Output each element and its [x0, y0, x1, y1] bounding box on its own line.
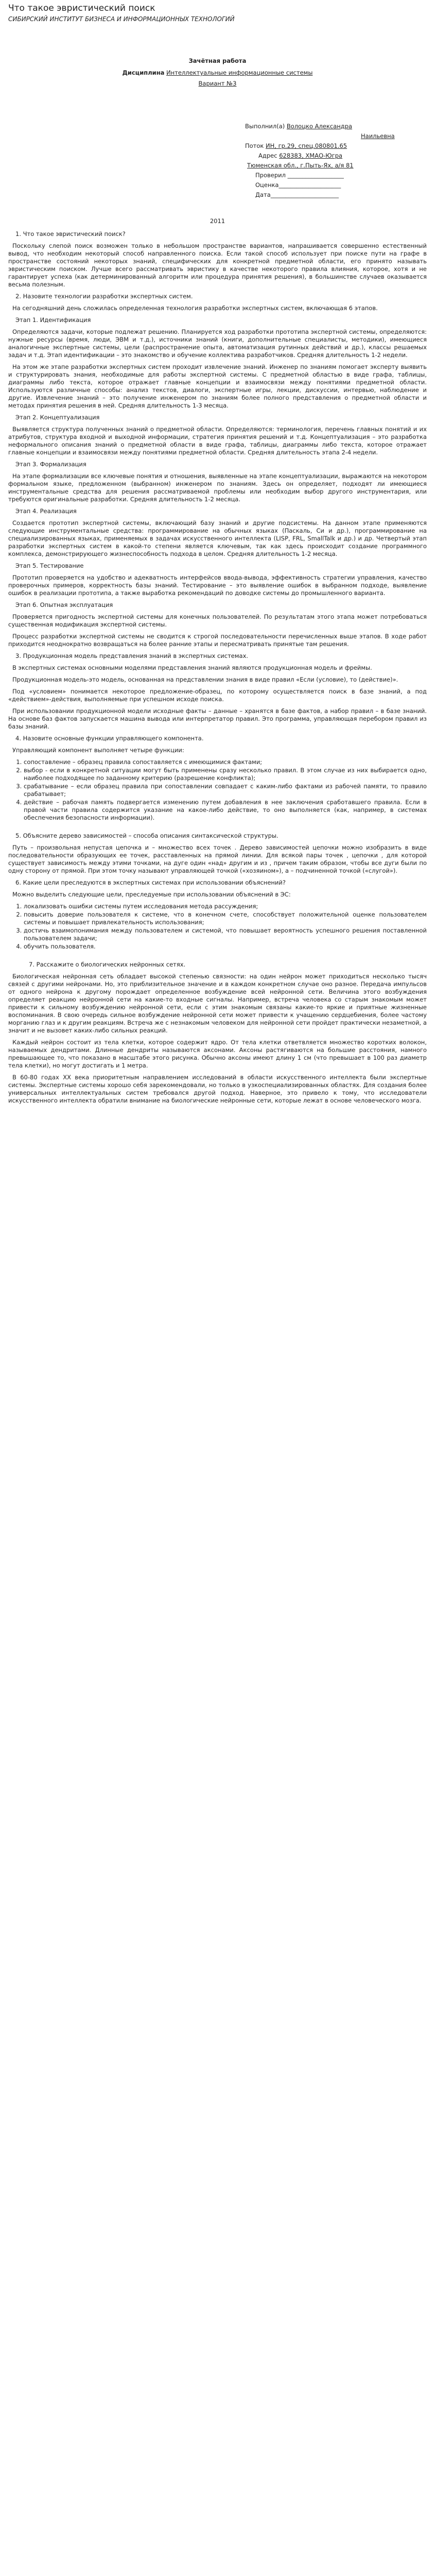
question-2-text: На сегодняшний день сложилась определенная технология разработки экспертных систем, включающая 6 этапов.	[12, 304, 378, 312]
list-item: 4. действие – рабочая память подвергается изменению путем добавления в нее заключения сработавшего правила. Если в правой части правила содержится указание на какое-либо действие, то оно выполняется (как, например, в системах обеспечения безопасности информации).	[24, 799, 427, 822]
stage-6-heading: Этап 6. Опытная эксплуатация	[15, 601, 113, 608]
question-3-text-1: В экспертных системах основными моделями представления знаний являются продукционная модель и фреймы.	[12, 664, 372, 671]
year: 2011	[210, 217, 225, 225]
question-6-text: Можно выделить следующие цели, преследуемые при использовании объяснений в ЭС:	[12, 891, 291, 898]
address-label: Адрес	[258, 152, 277, 159]
question-2: 2. Назовите технологии разработки экспертных систем.	[15, 293, 193, 300]
address-value: 628383, ХМАО-Югра	[279, 152, 343, 159]
stage-1-heading: Этап 1. Идентификация	[15, 316, 91, 324]
question-4-text: Управляющий компонент выполняет четыре функции:	[12, 747, 184, 754]
goals-list	[8, 903, 427, 951]
stream-line	[245, 142, 427, 150]
region-value: Тюменская обл., г.Пыть-Ях, а/я 81	[247, 162, 354, 169]
question-3: 3. Продукционная модель представления знаний в экспертных системах.	[15, 652, 249, 659]
checked-line: Проверил ___________________	[255, 172, 344, 179]
work-label: Зачётная работа	[188, 57, 247, 64]
list-item: 3. срабатывание – если образец правила при сопоставлении совпадает с каким-либо фактами из рабочей памяти, то правило срабатывает;	[24, 783, 427, 798]
stage-2-heading: Этап 2. Концептуализация	[15, 414, 100, 421]
page-subtitle: СИБИРСКИЙ ИНСТИТУТ БИЗНЕСА И ИНФОРМАЦИОННЫХ ТЕХНОЛОГИЙ	[8, 15, 235, 23]
performed-by-line	[245, 123, 427, 130]
question-7-text-3: В 60-80 годах XX века приоритетным направлением исследований в области искусственного интеллекта были экспертные системы. Экспертные системы хорошо себя зарекомендовали, но только в узкоспециализированных областях. Для создания более универсальных интеллектуальных систем требовался другой подход. Наверное, это привело к тому, что исследователи искусственного интеллекта обратили внимание на биологические нейронные сети, которые лежат в основе человеческого мозга.	[8, 1074, 427, 1104]
stage-4-text: Создается прототип экспертной системы, включающий базу знаний и другие подсистемы. На данном этапе применяются следующие инструментальные средства: программирование на обычных языках (Паскаль, Си и др.), программирование на специализированных языках, применяемых в задачах искусственного интеллекта (LISP, FRL, SmallTalk и др.) и др. Четвертый этап разработки экспертных систем в какой-то степени является ключевым, так как здесь происходит создание программного комплекса, демонстрирующего жизнеспособность подхода в целом. Средняя длительность 1-2 месяца.	[8, 519, 427, 557]
discipline-label: Дисциплина	[122, 69, 165, 76]
list-item: 3. достичь взаимопонимания между пользователем и системой, что повышает вероятность успешного решения поставленной пользователем задачи;	[24, 927, 427, 942]
region-line	[247, 162, 427, 170]
author-surname: Волоцко Александра	[286, 123, 353, 130]
stage-5-heading: Этап 5. Тестирование	[15, 562, 84, 569]
grade-line: Оценка_____________________	[255, 181, 341, 189]
list-item: 1. локализовать ошибки системы путем исследования метода рассуждения;	[24, 903, 427, 910]
stream-value: ИН, гр.29, спец.080801.65	[266, 142, 347, 149]
stage-6-text-2: Процесс разработки экспертной системы не сводится к строгой последовательности перечисленных выше этапов. В ходе работ приходится неоднократно возвращаться на более ранние этапы и пересматривать принятые там решения.	[8, 633, 427, 648]
question-1-text: Поскольку слепой поиск возможен только в небольшом пространстве вариантов, напрашивается совершенно естественный вывод, что необходим некоторый способ направленного поиска. Если такой способ использует при поиске пути на графе в пространстве состояний некоторых знаний, специфических для конкретной предметной области, его принято называть эвристическим поиском. Лучше всего рассматривать эвристику в качестве некоторого правила влияния, которое, хотя и не гарантирует успеха (как детерминированный алгоритм или процедура принятия решения), в большинстве случаев оказывается весьма полезным.	[8, 242, 427, 288]
variant-line	[8, 80, 427, 88]
address-line	[258, 152, 427, 160]
stream-label: Поток	[245, 142, 264, 149]
document-page	[0, 0, 436, 1105]
question-1: 1. Что такое эвристический поиск?	[15, 230, 126, 238]
question-7: 7. Расскажите о биологических нейронных сетях.	[29, 961, 186, 968]
variant-value: Вариант №3	[198, 80, 237, 87]
question-3-text-2: Продукционная модель-это модель, основанная на представлении знания в виде правил «Если (условие), то (действие)».	[12, 676, 398, 683]
page-title: Что такое эвристический поиск	[8, 3, 155, 13]
stage-3-heading: Этап 3. Формализация	[15, 461, 86, 468]
stage-1-text: Определяются задачи, которые подлежат решению. Планируется ход разработки прототипа экспертной системы, определяются: нужные ресурсы (время, люди, ЭВМ и т.д.), источники знаний (книги, дополнительные специалисты, методики), имеющиеся аналогичные экспертные системы, цели (распространение опыта, автоматизация рутинных действий и др.), классы решаемых задач и т.д. Этап идентификации – это знакомство и обучение коллектива разработчиков. Средняя длительность 1-2 недели.	[8, 328, 427, 359]
author-name-line	[361, 132, 427, 140]
question-6: 6. Какие цели преследуются в экспертных системах при использовании объяснений?	[15, 879, 286, 886]
author-name: Наильевна	[361, 132, 395, 140]
date-line: Дата_______________________	[255, 191, 339, 198]
question-3-text-4: При использовании продукционной модели исходные факты – данные – хранятся в базе фактов, а набор правил – в базе знаний. На основе баз фактов запускается машина вывода или интерпретатор правил. Это программа, управляющая перебором правил из базы знаний.	[8, 707, 427, 730]
list-item: 1. сопоставление – образец правила сопоставляется с имеющимися фактами;	[24, 758, 427, 766]
question-7-text-2: Каждый нейрон состоит из тела клетки, которое содержит ядро. От тела клетки ответвляется множество коротких волокон, называемых дендритами. Длинные дендриты называются аксонами. Аксоны растягиваются на большие расстояния, намного превышающее то, что показано в масштабе этого рисунка. Обычно аксоны имеют длину 1 см (что превышает в 100 раз диаметр тела клетки), но могут достигать и 1 метра.	[8, 1039, 427, 1069]
list-item: 4. обучить пользователя.	[24, 943, 427, 951]
question-7-text-1: Биологическая нейронная сеть обладает высокой степенью связности: на один нейрон может приходиться несколько тысяч связей с другими нейронами. Но, это приблизительное значение и в каждом конкретном случае оно разное. Передача импульсов от одного нейрона к другому порождает определенное возбуждение всей нейронной сети. Величина этого возбуждения определяет реакцию нейронной сети на какие-то входные сигналы. Например, встреча человека со старым знакомым может привести к сильному возбуждению нейронной сети, если с этим знакомым связаны какие-то яркие и приятные жизненные воспоминания. В свою очередь сильное возбуждение нейронной сети может привести к учащению сердцебиения, более частому морганию глаз и к другим реакциям. Встреча же с незнакомым человеком для нейронной сети пройдет практически незаметной, а значит и не вызовет каких-либо сильных реакций.	[8, 973, 427, 1034]
list-item: 2. выбор - если в конкретной ситуации могут быть применены сразу несколько правил. В этом случае из них выбирается одно, наиболее подходящее по заданному критерию (разрешение конфликта);	[24, 767, 427, 782]
question-5: 5. Объясните дерево зависимостей – способа описания синтаксической структуры.	[15, 832, 278, 839]
discipline-value: Интеллектуальные информационные системы	[166, 69, 313, 76]
stage-3-text: На этапе формализации все ключевые понятия и отношения, выявленные на этапе концептуализации, выражаются на некотором формальном языке, предложенном (выбранном) инженером по знаниям. Здесь он определяет, подходят ли имеющиеся инструментальные средства для решения рассматриваемой проблемы или необходим выбор другого инструментария, или требуются оригинальные разработки. Средняя длительность 1-2 месяца.	[8, 472, 427, 503]
performed-by-label: Выполнил(а)	[245, 123, 285, 130]
stage-6-text: Проверяется пригодность экспертной системы для конечных пользователей. По результатам этого этапа может потребоваться существенная модификация экспертной системы.	[8, 613, 427, 628]
stage-5-text: Прототип проверяется на удобство и адекватность интерфейсов ввода-вывода, эффективность стратегии управления, качество проверочных примеров, корректность базы знаний. Тестирование – это выявление ошибок в выбранном подходе, выявление ошибок в реализации прототипа, а также выработка рекомендаций по доводке системы до промышленного варианта.	[8, 574, 427, 597]
question-5-text: Путь – произвольная непустая цепочка и – множество всех точек . Дерево зависимостей цепочки можно изобразить в виде последовательности образующих ее точек, расставленных на прямой линии. Для всякой пары точек , цепочки , для которой существует зависимость между этими точками, на дуге один «над» другим и из , причем таким образом, чтобы все дуги были по одну сторону от прямой. При этом точку называют управляющей точкой («хозяином»), а – подчиненной точкой («слугой»).	[8, 844, 427, 874]
stage-1-text-2: На этом же этапе разработки экспертных систем проходит извлечение знаний. Инженер по знаниям помогает эксперту выявить и структурировать знания, необходимые для работы экспертной системы. С предметной областью в виде графа, таблицы, диаграммы либо текста, которое отражает главные концепции и взаимосвязи между понятиями предметной области. Используются различные способы: анализ текстов, диалоги, экспертные игры, лекции, дискуссии, интервью, наблюдение и другие. Извлечение знаний – это получение инженером по знаниям более полного представления о предметной области и методах принятия решения в ней. Средняя длительность 1-3 месяца.	[8, 363, 427, 409]
question-4: 4. Назовите основные функции управляющего компонента.	[15, 735, 204, 742]
stage-4-heading: Этап 4. Реализация	[15, 507, 77, 515]
author-block	[245, 123, 427, 199]
list-item: 2. повысить доверие пользователя к системе, что в конечном счете, способствует положительной оценке пользователем системы и повышает привлекательность использования;	[24, 911, 427, 926]
stage-2-text: Выявляется структура полученных знаний о предметной области. Определяются: терминология, перечень главных понятий и их атрибутов, структура входной и выходной информации, стратегия принятия решений и т.д. Концептуализация – это разработка неформального описания знаний о предметной области в виде графа, таблицы, диаграммы либо текста, которое отражает главные концепции и взаимосвязи между понятиями предметной области. Средняя длительность этапа 2-4 недели.	[8, 426, 427, 456]
question-3-text-3: Под «условием» понимается некоторое предложение-образец, по которому осуществляется поиск в базе знаний, а под «действием»-действия, выполняемые при успешном исходе поиска.	[8, 688, 427, 703]
discipline-line	[8, 69, 427, 77]
functions-list	[8, 758, 427, 822]
